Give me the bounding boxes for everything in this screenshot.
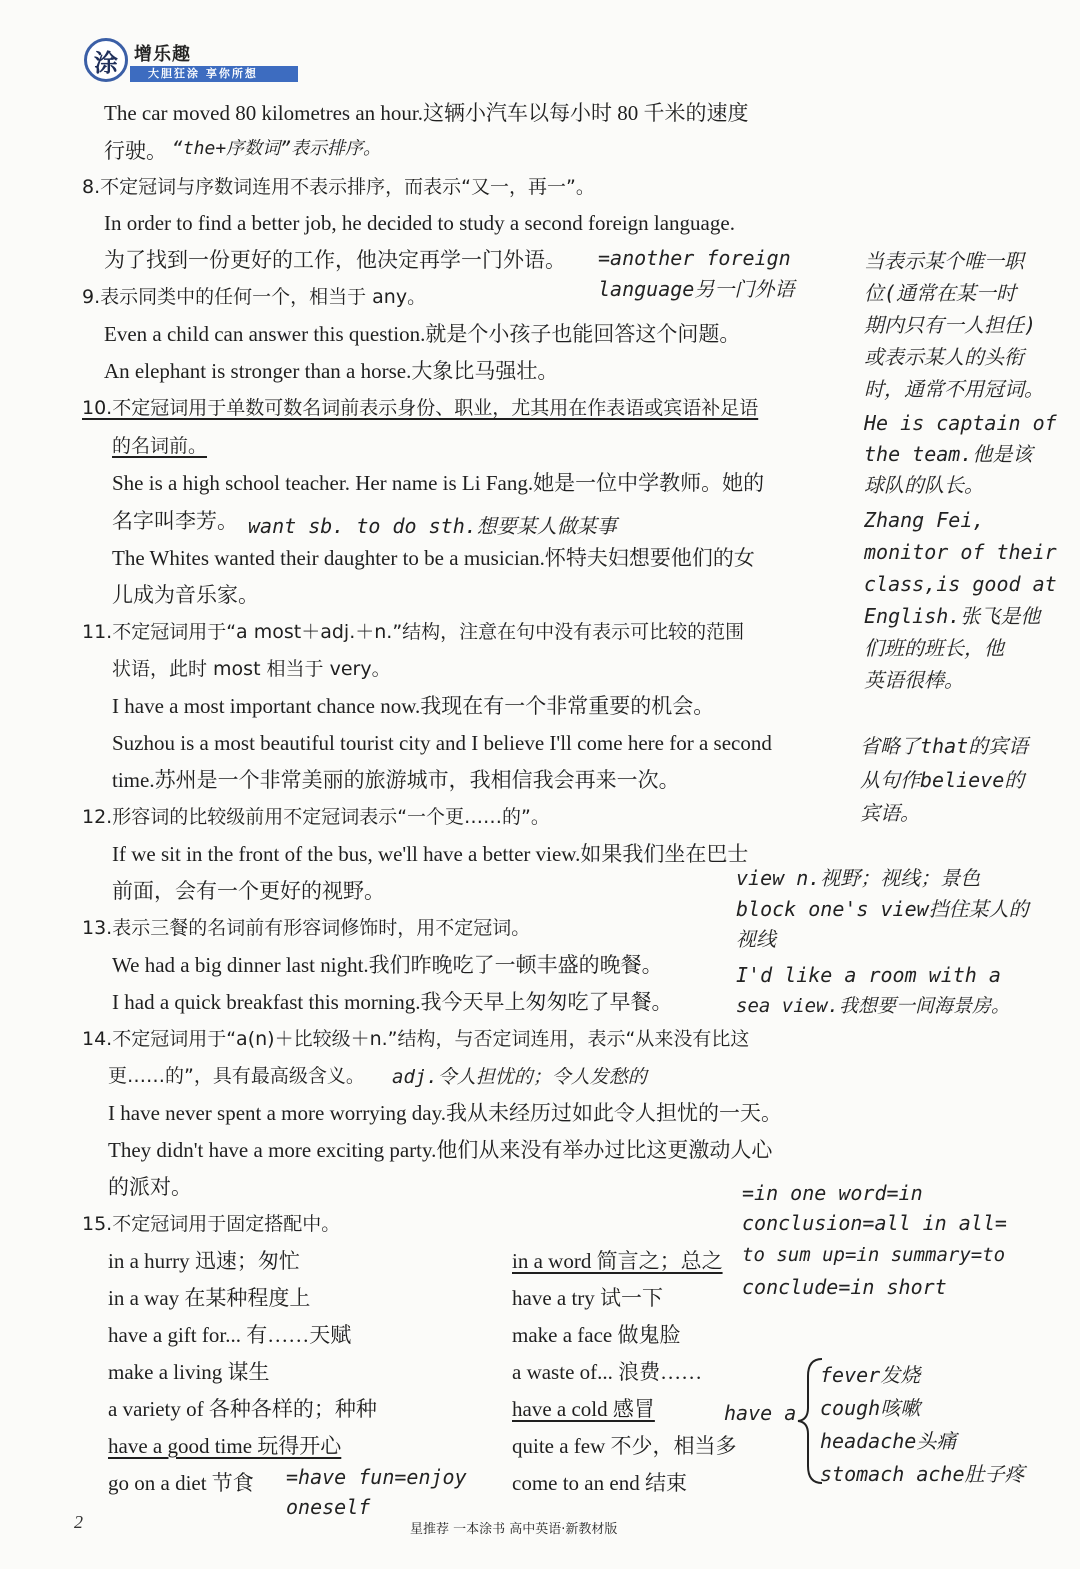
text-line: 儿成为音乐家。: [112, 583, 259, 607]
rule-heading-11: 11.不定冠词用于“a most＋adj.＋n.”结构，注意在句中没有表示可比较的范围: [82, 621, 745, 643]
rule-heading-10-cont: 的名词前。: [112, 435, 208, 457]
text-line: 为了找到一份更好的工作，他决定再学一门外语。: [104, 248, 566, 272]
handwritten-note: 省略了that的宾语: [860, 734, 1029, 758]
handwritten-note: 宾语。: [860, 801, 920, 825]
text-line: time.苏州是一个非常美丽的旅游城市，我相信我会再来一次。: [112, 768, 680, 792]
handwritten-note: 视线: [736, 927, 776, 951]
handwritten-note: 时，通常不用冠词。: [864, 377, 1044, 401]
text-line: 行驶。: [104, 139, 167, 163]
handwritten-note: 或表示某人的头衔: [864, 345, 1024, 369]
brand-logo: [84, 38, 304, 86]
footer-series: 星推荐 一本涂书 高中英语·新教材版: [410, 1522, 618, 1537]
phrase-item: make a living 谋生: [108, 1360, 270, 1384]
rule-heading-12: 12.形容词的比较级前用不定冠词表示“一个更……的”。: [82, 806, 550, 828]
text-line: They didn't have a more exciting party.他们从来没有举办过比这更激动人心: [108, 1138, 773, 1162]
text-line: The car moved 80 kilometres an hour.这辆小汽车以每小时 80 千米的速度: [104, 101, 749, 125]
handwritten-note: stomach ache肚子疼: [820, 1462, 1025, 1486]
text-line: I had a quick breakfast this morning.我今天早上匆匆吃了早餐。: [112, 990, 673, 1014]
handwritten-note: =have fun=enjoy: [286, 1465, 467, 1489]
rule-heading-9: 9.表示同类中的任何一个，相当于 any。: [82, 286, 427, 308]
handwritten-note: fever发烧: [820, 1363, 921, 1387]
handwritten-note: view n.视野；视线；景色: [736, 866, 981, 890]
rule-heading-11-cont: 状语，此时 most 相当于 very。: [112, 658, 391, 680]
handwritten-note: have a: [724, 1401, 797, 1425]
handwritten-note: headache头痛: [820, 1429, 957, 1453]
handwritten-note: adj.令人担忧的；令人发愁的: [392, 1066, 647, 1088]
rule-heading-14: 14.不定冠词用于“a(n)＋比较级＋n.”结构，与否定词连用，表示“从来没有比这: [82, 1028, 750, 1050]
handwritten-note: cough咳嗽: [820, 1396, 921, 1420]
logo-slogan: 大胆狂涂 享你所想: [130, 66, 298, 82]
handwritten-note: 当表示某个唯一职: [864, 249, 1024, 273]
phrase-item: quite a few 不少，相当多: [512, 1434, 737, 1458]
handwritten-note: 们班的班长，他: [864, 636, 1004, 660]
rule-heading-10: 10.不定冠词用于单数可数名词前表示身份、职业，尤其用在作表语或宾语补足语: [82, 397, 759, 419]
handwritten-note: want sb. to do sth.想要某人做某事: [248, 514, 617, 538]
handwritten-note: 英语很棒。: [864, 668, 964, 692]
logo-emblem: 涂: [84, 38, 128, 82]
phrase-item: have a good time 玩得开心: [108, 1434, 342, 1458]
handwritten-note: the team.他是该: [864, 442, 1033, 466]
handwritten-note: Zhang Fei,: [864, 508, 985, 532]
text-line: She is a high school teacher. Her name is Li Fang.她是一位中学教师。她的: [112, 471, 765, 495]
phrase-item: in a word 简言之；总之: [512, 1249, 723, 1273]
text-line: We had a big dinner last night.我们昨晚吃了一顿丰盛的晚餐。: [112, 953, 663, 977]
handwritten-note: sea view.我想要一间海景房。: [736, 995, 1010, 1017]
text-line: Suzhou is a most beautiful tourist city and I believe I'll come here for a second: [112, 731, 772, 755]
handwritten-note: 期内只有一人担任): [864, 313, 1037, 337]
text-line: In order to find a better job, he decided to study a second foreign language.: [104, 211, 735, 235]
text-line: An elephant is stronger than a horse.大象比马强壮。: [104, 359, 559, 383]
handwritten-note: to sum up=in summary=to: [742, 1244, 1006, 1266]
text-line: The Whites wanted their daughter to be a musician.怀特夫妇想要他们的女: [112, 546, 755, 570]
page-number: 2: [74, 1512, 83, 1532]
handwritten-note: monitor of their: [864, 540, 1057, 564]
handwritten-note: conclusion=all in all=: [742, 1211, 1007, 1235]
logo-name: 增乐趣: [134, 44, 191, 65]
handwritten-note: class,is good at: [864, 572, 1057, 596]
phrase-item: in a way 在某种程度上: [108, 1286, 311, 1310]
text-line: 名字叫李芳。: [112, 509, 238, 533]
text-line: I have a most important chance now.我现在有一个非常重要的机会。: [112, 694, 715, 718]
text-line: I have never spent a more worrying day.我从未经历过如此令人担忧的一天。: [108, 1101, 783, 1125]
phrase-item: have a cold 感冒: [512, 1397, 655, 1421]
text-line: 的派对。: [108, 1175, 192, 1199]
rule-heading-14-cont: 更……的”，具有最高级含义。: [108, 1065, 365, 1087]
rule-heading-8: 8.不定冠词与序数词连用不表示排序，而表示“又一，再一”。: [82, 176, 595, 198]
phrase-item: a waste of... 浪费……: [512, 1360, 703, 1384]
phrase-item: make a face 做鬼脸: [512, 1323, 681, 1347]
rule-heading-15: 15.不定冠词用于固定搭配中。: [82, 1213, 341, 1235]
handwritten-note: 位(通常在某一时: [864, 281, 1017, 305]
rule-heading-13: 13.表示三餐的名词前有形容词修饰时，用不定冠词。: [82, 917, 531, 939]
handwritten-note: oneself: [286, 1495, 371, 1519]
handwritten-note: “the+序数词”表示排序。: [172, 138, 382, 159]
text-line: 前面，会有一个更好的视野。: [112, 879, 385, 903]
phrase-item: come to an end 结束: [512, 1471, 687, 1495]
handwritten-note: 从句作believe的: [860, 768, 1025, 792]
phrase-item: have a gift for... 有……天赋: [108, 1323, 352, 1347]
handwritten-note: conclude=in short: [742, 1275, 947, 1299]
handwritten-note: 球队的队长。: [864, 473, 984, 497]
handwritten-note: block one's view挡住某人的: [736, 897, 1029, 921]
handwritten-note: =in one word=in: [742, 1181, 923, 1205]
handwritten-note: He is captain of: [864, 411, 1057, 435]
phrase-item: in a hurry 迅速；匆忙: [108, 1249, 300, 1273]
handwritten-note: language另一门外语: [598, 277, 795, 301]
handwritten-note: English.张飞是他: [864, 604, 1041, 628]
phrase-item: go on a diet 节食: [108, 1471, 254, 1495]
phrase-item: have a try 试一下: [512, 1286, 664, 1310]
handwritten-note: I'd like a room with a: [736, 963, 1001, 987]
phrase-item: a variety of 各种各样的；种种: [108, 1397, 377, 1421]
text-line: If we sit in the front of the bus, we'll have a better view.如果我们坐在巴士: [112, 842, 749, 866]
handwritten-note: =another foreign: [598, 246, 791, 270]
text-line: Even a child can answer this question.就是个小孩子也能回答这个问题。: [104, 322, 741, 346]
